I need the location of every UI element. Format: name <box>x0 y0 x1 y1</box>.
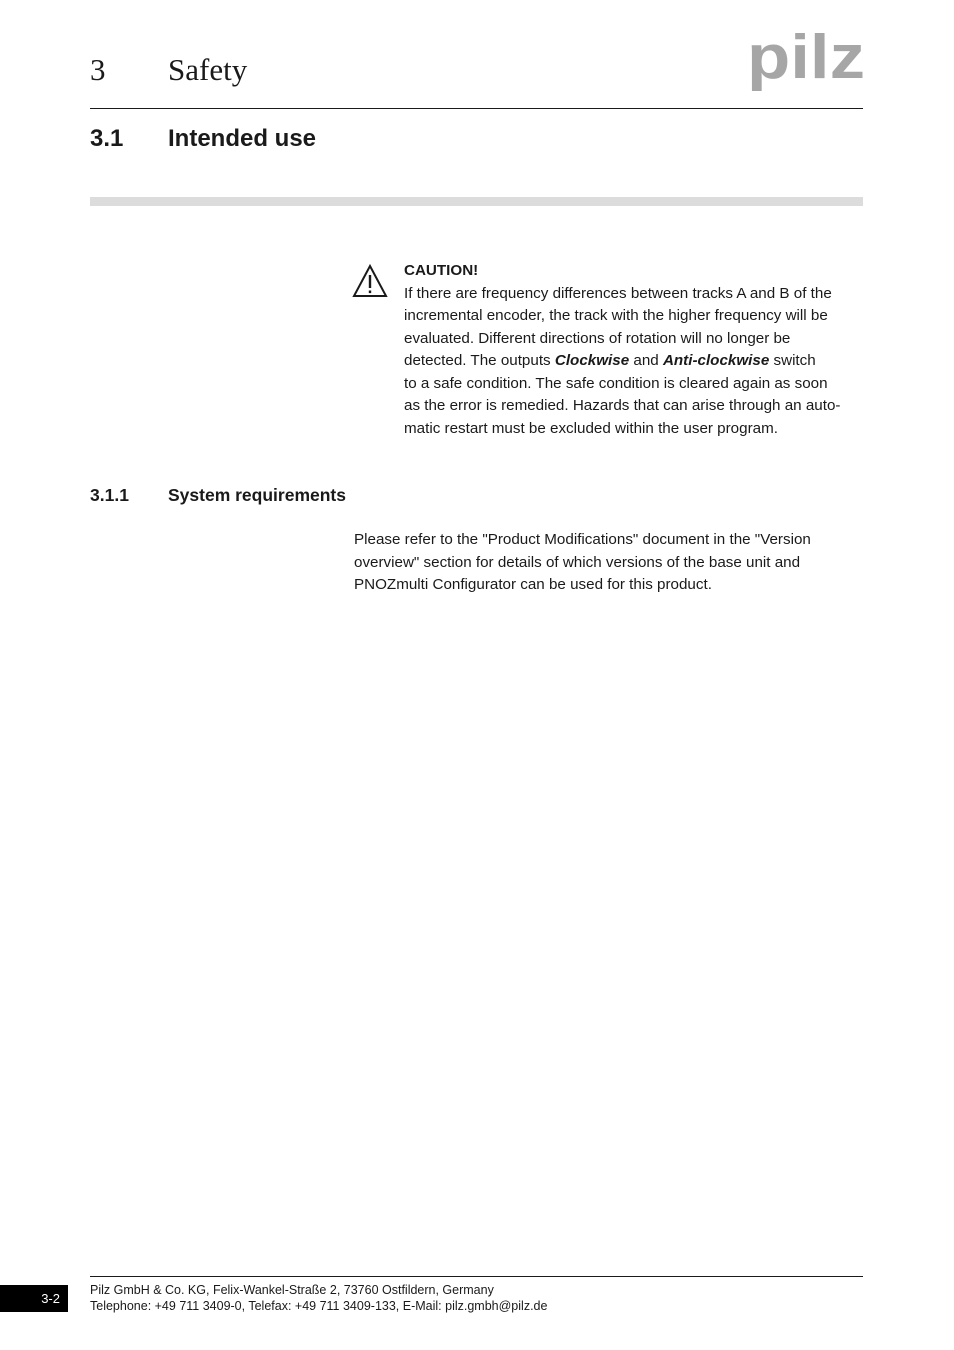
caution-line <box>404 350 866 373</box>
system-requirements-paragraph <box>354 529 864 597</box>
logo-text: pilz <box>747 28 865 92</box>
pilz-logo <box>747 28 865 96</box>
caution-text: and <box>629 352 663 369</box>
chapter-title: Safety <box>168 52 248 87</box>
caution-title: CAUTION! <box>404 262 479 279</box>
paragraph-line: Please refer to the "Product Modifications" document in the "Version <box>354 531 811 548</box>
subsection-title: System requirements <box>168 485 346 505</box>
page-number: 3-2 <box>0 1285 68 1312</box>
paragraph-line: PNOZmulti Configurator can be used for this product. <box>354 576 712 593</box>
footer-contact <box>90 1282 547 1314</box>
footer-rule <box>90 1276 863 1277</box>
output-name-anti-clockwise: Anti-clockwise <box>662 352 770 369</box>
footer-phone-email: Telephone: +49 711 3409-0, Telefax: +49 711 3409-133, E-Mail: pilz.gmbh@pilz.de <box>90 1299 548 1313</box>
caution-line: matic restart must be excluded within the user program. <box>404 419 778 437</box>
section-title: Intended use <box>168 125 317 152</box>
warning-triangle-icon <box>352 264 388 298</box>
caution-line: as the error is remedied. Hazards that can arise through an auto- <box>404 397 841 414</box>
caution-line: If there are frequency differences between tracks A and B of the <box>404 284 832 302</box>
footer-address: Pilz GmbH & Co. KG, Felix-Wankel-Straße 2, 73760 Ostfildern, Germany <box>90 1283 494 1297</box>
caution-line: incremental encoder, the track with the higher frequency will be <box>404 307 828 324</box>
section-divider-band <box>90 197 863 206</box>
caution-line: evaluated. Different directions of rotation will no longer be <box>404 329 791 347</box>
subsection-number: 3.1.1 <box>90 485 129 505</box>
section-number: 3.1 <box>90 125 124 152</box>
chapter-number: 3 <box>90 52 106 87</box>
caution-text: switch <box>769 352 816 369</box>
paragraph-line: overview" section for details of which versions of the base unit and <box>354 553 801 571</box>
caution-notice <box>404 260 866 440</box>
header-rule <box>90 108 863 109</box>
caution-line: to a safe condition. The safe condition is cleared again as soon <box>404 374 828 392</box>
caution-text: detected. The outputs <box>404 352 555 369</box>
output-name-clockwise: Clockwise <box>554 352 630 369</box>
